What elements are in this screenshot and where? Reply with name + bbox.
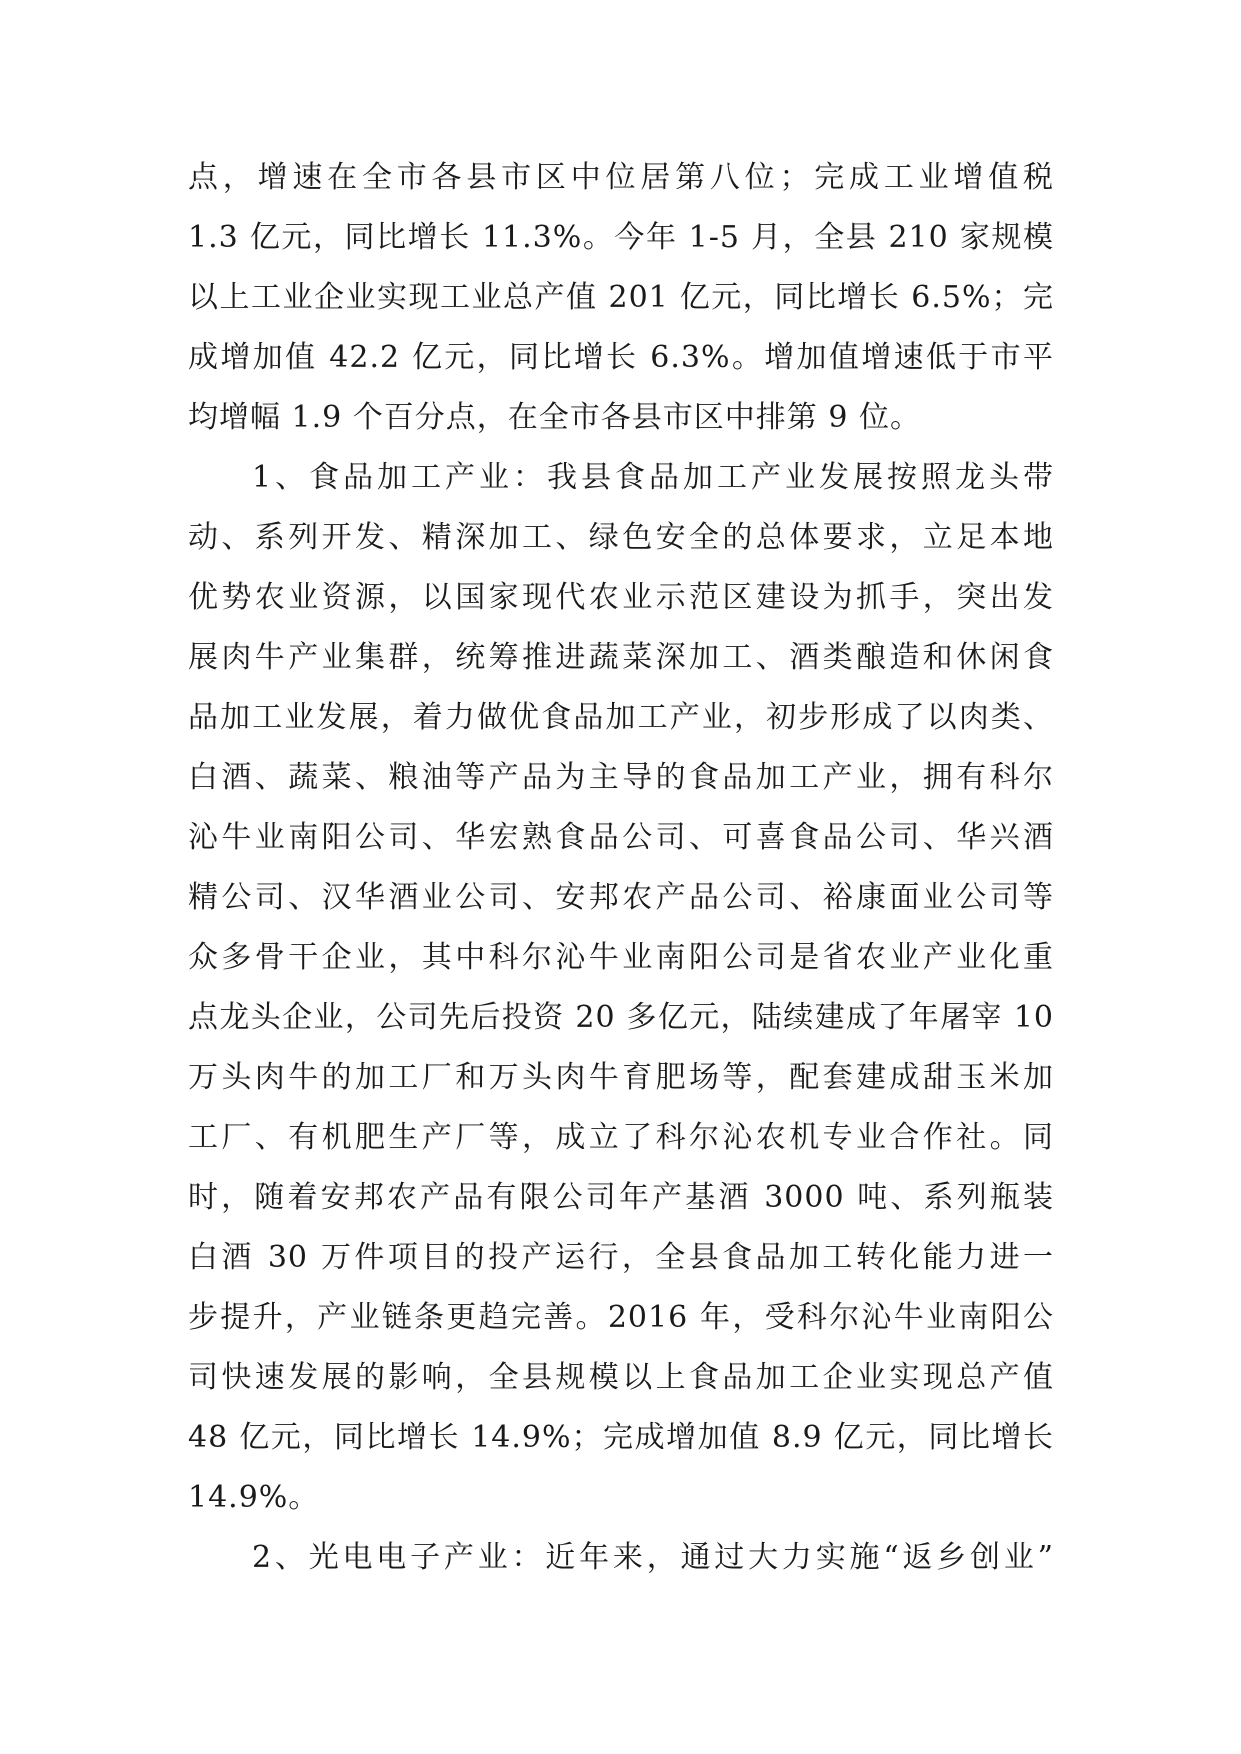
text-line: 点龙头企业，公司先后投资 20 多亿元，陆续建成了年屠宰 10 bbox=[188, 1000, 1054, 1035]
text-line: 动、系列开发、精深加工、绿色安全的总体要求，立足本地 bbox=[188, 520, 1054, 555]
text-line: 1.3 亿元，同比增长 11.3%。今年 1-5 月，全县 210 家规模 bbox=[188, 220, 1054, 255]
text-line: 众多骨干企业，其中科尔沁牛业南阳公司是省农业产业化重 bbox=[188, 940, 1054, 975]
text-line: 万头肉牛的加工厂和万头肉牛育肥场等，配套建成甜玉米加 bbox=[188, 1060, 1054, 1095]
paragraph-intro-stats bbox=[188, 148, 1054, 448]
text-line: 时，随着安邦农产品有限公司年产基酒 3000 吨、系列瓶装 bbox=[188, 1180, 1054, 1215]
text-line: 品加工业发展，着力做优食品加工产业，初步形成了以肉类、 bbox=[188, 700, 1054, 735]
text-line: 司快速发展的影响，全县规模以上食品加工企业实现总产值 bbox=[188, 1360, 1054, 1395]
text-line: 白酒 30 万件项目的投产运行，全县食品加工转化能力进一 bbox=[188, 1240, 1054, 1275]
paragraph-food-processing bbox=[188, 448, 1054, 1528]
document-page bbox=[188, 148, 1054, 1588]
text-line: 均增幅 1.9 个百分点，在全市各县市区中排第 9 位。 bbox=[188, 400, 921, 435]
text-line: 步提升，产业链条更趋完善。2016 年，受科尔沁牛业南阳公 bbox=[188, 1300, 1054, 1335]
text-line: 48 亿元，同比增长 14.9%；完成增加值 8.9 亿元，同比增长 bbox=[188, 1420, 1054, 1455]
text-line: 14.9%。 bbox=[188, 1480, 320, 1515]
text-line: 点，增速在全市各县市区中位居第八位；完成工业增值税 bbox=[188, 160, 1054, 195]
text-line: 优势农业资源，以国家现代农业示范区建设为抓手，突出发 bbox=[188, 580, 1054, 615]
paragraph-optoelectronics bbox=[188, 1528, 1054, 1588]
text-line: 以上工业企业实现工业总产值 201 亿元，同比增长 6.5%；完 bbox=[188, 280, 1054, 315]
text-line: 1、食品加工产业：我县食品加工产业发展按照龙头带 bbox=[252, 460, 1054, 495]
text-line: 精公司、汉华酒业公司、安邦农产品公司、裕康面业公司等 bbox=[188, 880, 1054, 915]
text-line: 工厂、有机肥生产厂等，成立了科尔沁农机专业合作社。同 bbox=[188, 1120, 1054, 1155]
text-line: 成增加值 42.2 亿元，同比增长 6.3%。增加值增速低于市平 bbox=[188, 340, 1054, 375]
text-line: 沁牛业南阳公司、华宏熟食品公司、可喜食品公司、华兴酒 bbox=[188, 820, 1054, 855]
text-line: 2、光电电子产业：近年来，通过大力实施“返乡创业” bbox=[252, 1540, 1054, 1575]
text-line: 白酒、蔬菜、粮油等产品为主导的食品加工产业，拥有科尔 bbox=[188, 760, 1054, 795]
text-line: 展肉牛产业集群，统筹推进蔬菜深加工、酒类酿造和休闲食 bbox=[188, 640, 1054, 675]
